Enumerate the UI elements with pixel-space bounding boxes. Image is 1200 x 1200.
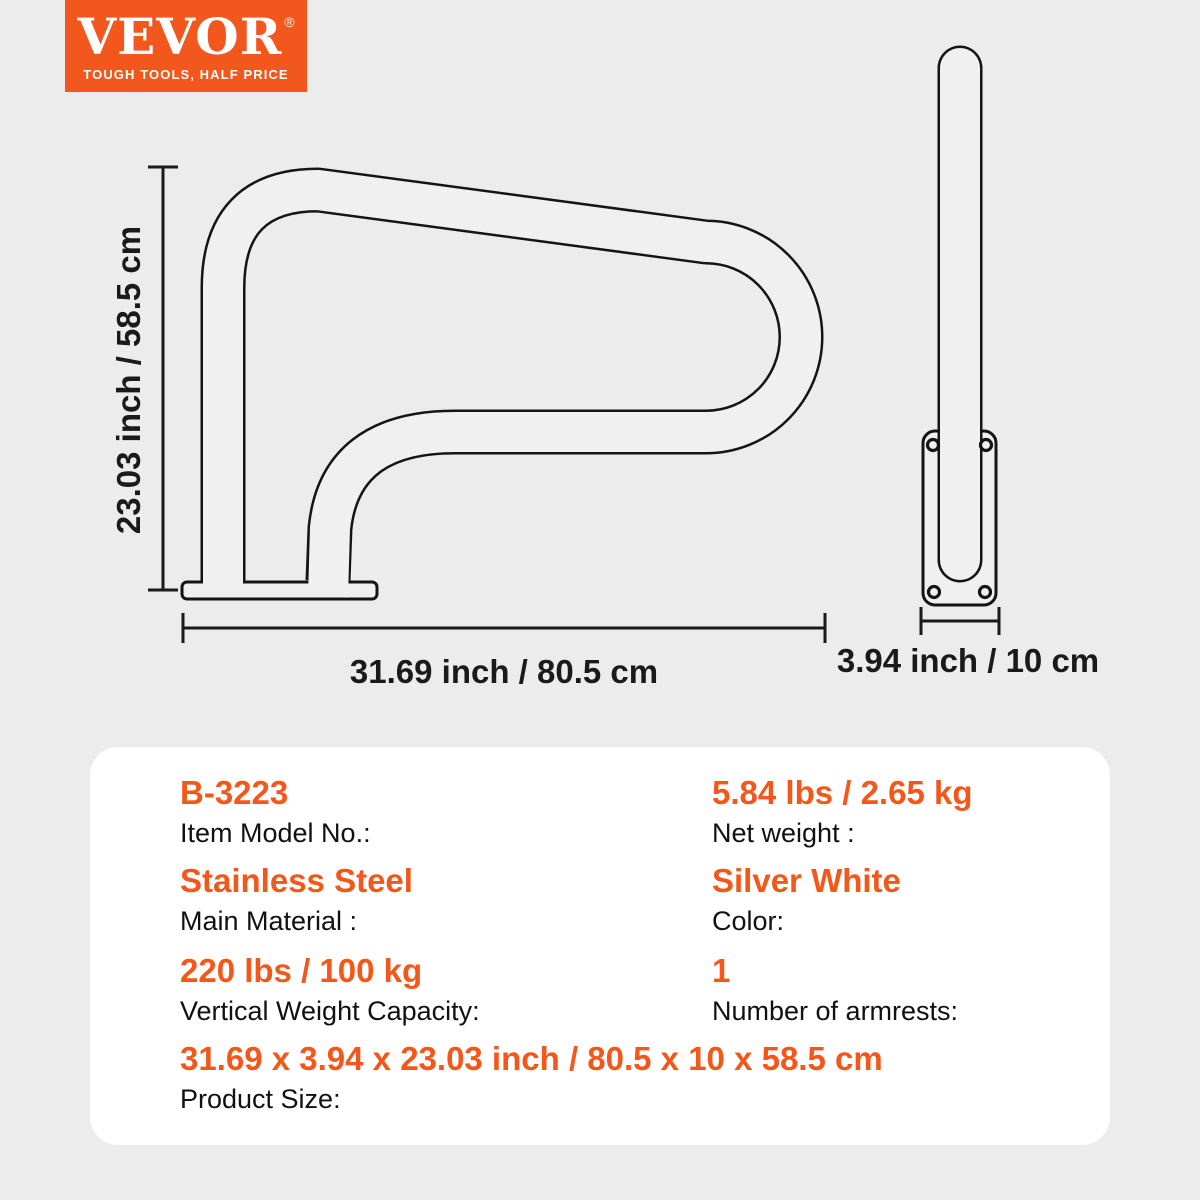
- spec-item-color: [712, 862, 901, 937]
- spec-item-capacity: [180, 952, 480, 1027]
- spec-item-material: [180, 862, 413, 937]
- spec-item-product-size: [180, 1040, 883, 1115]
- spec-item-net-weight: [712, 774, 973, 849]
- spec-label: Main Material :: [180, 906, 358, 936]
- spec-card: [90, 747, 1110, 1145]
- depth-dimension-label: 3.94 inch / 10 cm: [836, 642, 1100, 679]
- spec-value: B-3223: [180, 774, 289, 811]
- side-view-drawing: [923, 68, 996, 605]
- spec-value: 5.84 lbs / 2.65 kg: [712, 774, 973, 811]
- height-dimension-label: 23.03 inch / 58.5 cm: [110, 225, 147, 535]
- spec-label: Number of armrests:: [712, 996, 959, 1026]
- spec-item-armrests: [712, 952, 958, 1027]
- spec-item-model: [180, 774, 371, 849]
- spec-value: 220 lbs / 100 kg: [180, 952, 423, 989]
- spec-value: 1: [712, 952, 731, 989]
- spec-label: Net weight :: [712, 818, 855, 848]
- brand-tagline: TOUGH TOOLS, HALF PRICE: [83, 66, 289, 82]
- spec-label: Color:: [712, 906, 785, 936]
- registered-trademark-icon: ®: [284, 13, 295, 30]
- brand-name: VEVOR: [77, 6, 283, 66]
- spec-label: Product Size:: [180, 1084, 341, 1114]
- spec-value: Stainless Steel: [180, 862, 413, 899]
- width-dimension-label: 31.69 inch / 80.5 cm: [349, 653, 659, 690]
- spec-label: Item Model No.:: [180, 818, 371, 848]
- spec-value: Silver White: [712, 862, 901, 899]
- spec-label: Vertical Weight Capacity:: [180, 996, 480, 1026]
- spec-value: 31.69 x 3.94 x 23.03 inch / 80.5 x 10 x 58.5 cm: [180, 1040, 883, 1077]
- front-view-drawing: [182, 190, 801, 599]
